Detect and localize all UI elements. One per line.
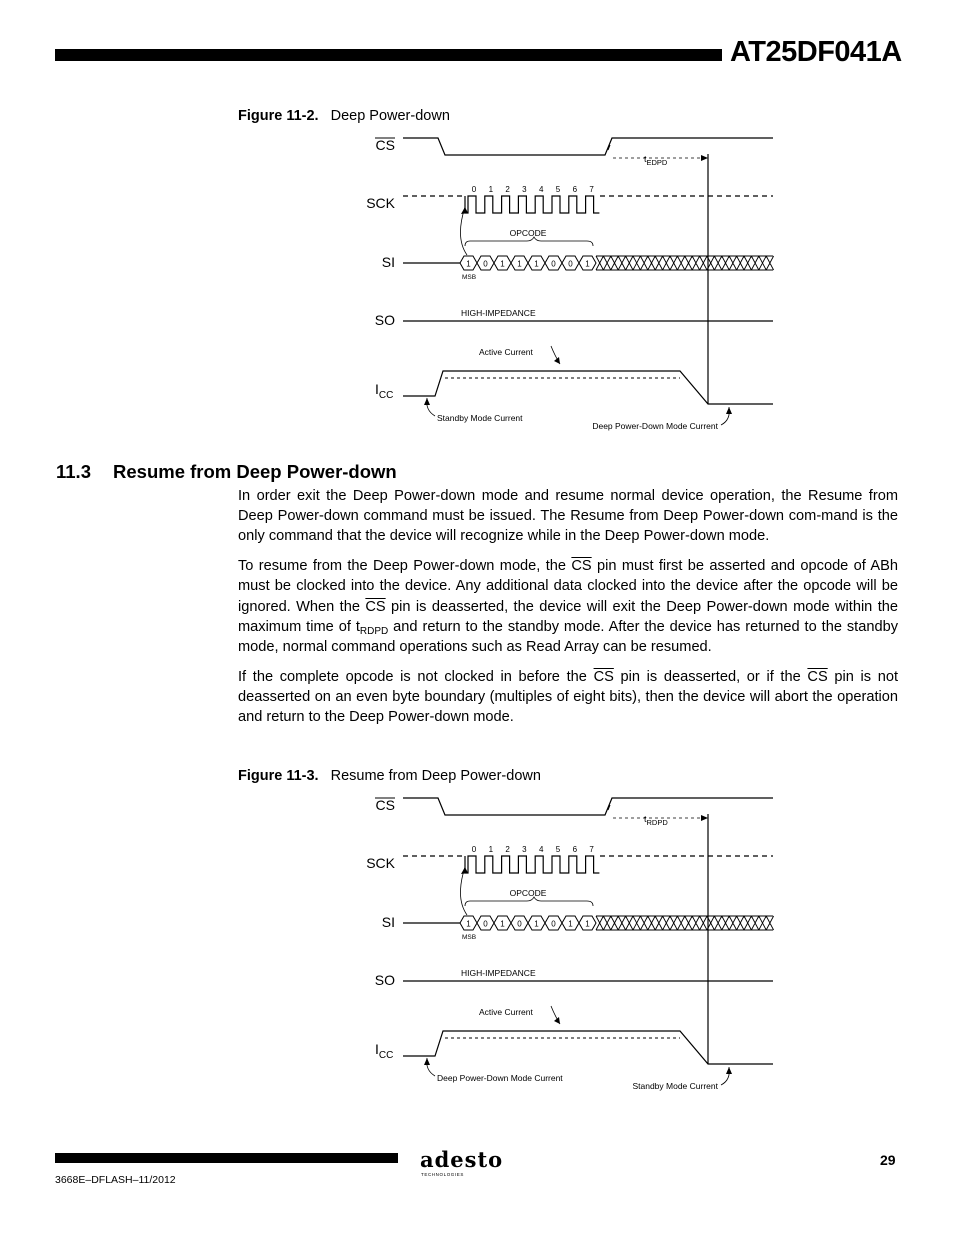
- timing-parameter-subscript: RDPD: [646, 818, 668, 827]
- si-bit-value: 1: [568, 919, 573, 929]
- sck-clock-waveform: [465, 856, 599, 873]
- si-bit-value: 1: [466, 259, 471, 269]
- text-run: pin is not deasserted on an even byte boundary (multiples of eight bits), then the device will abort the operation and return to the Deep Power-down mode.: [238, 668, 899, 726]
- paragraph-2: [238, 556, 898, 657]
- msb-arrowhead: [461, 867, 468, 874]
- signal-label-sck: SCK: [366, 855, 395, 871]
- msb-pointer: [460, 867, 467, 915]
- clock-number: 1: [488, 845, 494, 854]
- si-dont-care-hatch: [596, 256, 774, 270]
- clock-number: 0: [471, 185, 477, 194]
- logo-wordmark: adesto: [420, 1147, 504, 1172]
- msb-pointer: [460, 207, 467, 255]
- footer-bar: [55, 1153, 398, 1163]
- figure-label: Figure 11-3.: [238, 768, 319, 784]
- text-run: pin is deasserted, the device will exit the Deep Power-down mode within the maximum time of t: [238, 598, 898, 635]
- figure-title: Deep Power-down: [330, 108, 450, 124]
- si-bit-value: 1: [585, 919, 590, 929]
- clock-number: 7: [589, 185, 594, 194]
- timing-subscript: RDPD: [359, 625, 389, 637]
- text-run: pin is deasserted, or if the: [613, 668, 808, 685]
- clock-number: 3: [522, 845, 527, 854]
- so-high-impedance-label: HIGH-IMPEDANCE: [461, 308, 536, 318]
- icc-waveform: [403, 1031, 773, 1064]
- si-bit-value: 1: [500, 919, 505, 929]
- right-current-arrowhead: [726, 1067, 732, 1074]
- document-code: 3668E–DFLASH–11/2012: [55, 1174, 176, 1186]
- icc-waveform: [403, 371, 773, 404]
- text-run: To resume from the Deep Power-down mode, the: [238, 558, 572, 575]
- timing-arrowhead: [701, 155, 708, 161]
- signal-label-so: SO: [374, 312, 395, 328]
- clock-number: 2: [505, 845, 510, 854]
- document-title: AT25DF041A: [730, 36, 902, 68]
- si-dont-care-hatch: [596, 916, 774, 930]
- text-run: pin must first be asserted and opcode of ABh must be clocked into the device. Any additional data clocked into the device after the opcode will be ignored. When the: [238, 558, 898, 615]
- logo-subtext: TECHNOLOGIES: [421, 1172, 464, 1177]
- deep-power-down-timing-diagram: [355, 128, 775, 438]
- clock-number: 5: [555, 185, 561, 194]
- clock-number: 5: [555, 845, 561, 854]
- figure-label: Figure 11-2.: [238, 108, 319, 124]
- opcode-brace: [465, 897, 593, 906]
- timing-parameter-subscript: EDPD: [646, 158, 668, 167]
- signal-label-si: SI: [381, 914, 395, 930]
- clock-number: 3: [522, 185, 527, 194]
- so-high-impedance-label: HIGH-IMPEDANCE: [461, 968, 536, 978]
- cs-waveform: [403, 138, 773, 155]
- msb-label: MSB: [462, 934, 477, 941]
- sck-clock-waveform: [465, 196, 599, 213]
- signal-label-icc-subscript: CC: [378, 1050, 394, 1061]
- clock-number: 4: [538, 845, 544, 854]
- signal-label-icc: $I_{CC}$: [375, 381, 394, 401]
- section-heading: [56, 461, 397, 483]
- signal-label-icc: $I_{CC}$: [375, 1041, 394, 1061]
- opcode-brace: [465, 237, 593, 246]
- signal-label-si: SI: [381, 254, 395, 270]
- si-bit-value: 0: [551, 919, 556, 929]
- signal-label-cs: CS: [375, 797, 395, 813]
- text-run: and return to the standby mode. After the device has returned to the standby mode, normal command operations such as Read Array can be resumed.: [238, 618, 898, 655]
- page-number: 29: [880, 1152, 896, 1168]
- signal-label-cs: CS: [375, 137, 395, 153]
- si-bit-value: 1: [466, 919, 471, 929]
- si-bit-value: 1: [534, 259, 539, 269]
- paragraph-3: [238, 667, 898, 728]
- timing-arrowhead: [701, 815, 708, 821]
- clock-number: 6: [572, 185, 578, 194]
- si-bit-value: 0: [568, 259, 573, 269]
- right-current-arrowhead: [726, 407, 732, 414]
- left-current-arrowhead: [424, 398, 430, 405]
- clock-number: 2: [505, 185, 510, 194]
- left-current-label: Standby Mode Current: [437, 413, 523, 423]
- section-title: Resume from Deep Power-down: [113, 461, 397, 482]
- left-current-label: Deep Power-Down Mode Current: [437, 1073, 563, 1083]
- figure-title: Resume from Deep Power-down: [330, 768, 541, 784]
- header-bar: [55, 49, 722, 61]
- si-bit-value: 1: [534, 919, 539, 929]
- cs-overbar: $\overline{CS}$: [807, 668, 828, 685]
- cs-waveform: [403, 798, 773, 815]
- clock-number: 4: [538, 185, 544, 194]
- si-bit-value: 1: [500, 259, 505, 269]
- si-bit-value: 0: [551, 259, 556, 269]
- cs-overbar: $\overline{CS}$: [365, 598, 386, 615]
- timing-parameter-label: $t_{EDPD}$: [644, 154, 668, 167]
- si-bit-value: 0: [517, 919, 522, 929]
- si-bit-value: 1: [517, 259, 522, 269]
- cs-overbar: $\overline{CS}$: [593, 668, 614, 685]
- msb-label: MSB: [462, 274, 477, 281]
- msb-arrowhead: [461, 207, 468, 214]
- text-run: If the complete opcode is not clocked in before the: [238, 668, 594, 685]
- right-current-label: Deep Power-Down Mode Current: [592, 421, 718, 431]
- opcode-label: OPCODE: [509, 888, 547, 898]
- clock-number: 7: [589, 845, 594, 854]
- figure-caption-11-3: [238, 768, 541, 784]
- si-bit-value: 0: [483, 259, 488, 269]
- section-number: 11.3: [56, 461, 91, 482]
- clock-number: 6: [572, 845, 578, 854]
- signal-label-so: SO: [374, 972, 395, 988]
- si-bit-value: 1: [585, 259, 590, 269]
- si-bit-value: 0: [483, 919, 488, 929]
- figure-caption-11-2: [238, 108, 450, 124]
- opcode-label: OPCODE: [509, 228, 547, 238]
- paragraph-1: In order exit the Deep Power-down mode and resume normal device operation, the Resume from Deep Power-down command must be issued. The Resume from Deep Power-down com-mand is the only command that the device will recognize while in the Deep Power-down mode.: [238, 488, 898, 545]
- active-current-label: Active Current: [479, 1007, 533, 1017]
- active-current-label: Active Current: [479, 347, 533, 357]
- resume-from-deep-power-down-timing-diagram: [355, 788, 775, 1098]
- cs-overbar: $\overline{CS}$: [571, 558, 592, 575]
- clock-number: 1: [488, 185, 494, 194]
- adesto-logo: [420, 1147, 504, 1179]
- right-current-label: Standby Mode Current: [632, 1081, 718, 1091]
- clock-number: 0: [471, 845, 477, 854]
- left-current-arrowhead: [424, 1058, 430, 1065]
- signal-label-sck: SCK: [366, 195, 395, 211]
- timing-parameter-label: $t_{RDPD}$: [644, 814, 668, 827]
- signal-label-icc-subscript: CC: [378, 390, 394, 401]
- section-body: [238, 486, 898, 737]
